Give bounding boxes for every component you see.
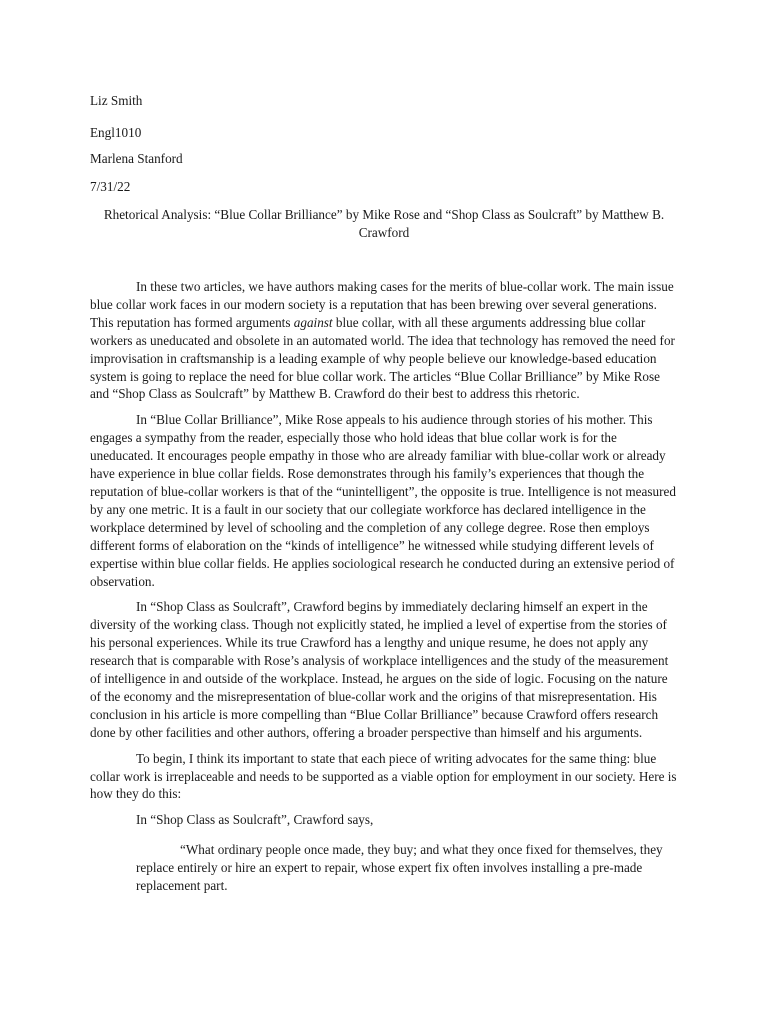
essay-body (90, 278, 678, 895)
paragraph-rose: In “Blue Collar Brilliance”, Mike Rose appeals to his audience through stories of his mother. This engages a sympathy from the reader, especially those who hold ideas that blue collar work is for the uneducated. It encourages people empathy in those who are already familiar with blue-collar work or already have experience in blue collar fields. Rose demonstrates through his family’s experiences that though the reputation of blue-collar workers is that of the “unintelligent”, the opposite is true. Intelligence is not measured by any one metric. It is a fault in our society that our collegiate workforce has declared intelligence in the workplace determined by level of schooling and the completion of any college degree. Rose then employs different forms of elaboration on the “kinds of intelligence” he witnessed while studying different levels of expertise within blue collar fields. He applies sociological research he conducted during an extensive period of observation. (90, 412, 676, 589)
essay-title: Rhetorical Analysis: “Blue Collar Brilliance” by Mike Rose and “Shop Class as Soulcraft” by Matthew B. Crawford (103, 207, 665, 240)
instructor-name: Marlena Stanford (90, 151, 183, 166)
intro-text-2: blue collar, with all these arguments addressing blue collar workers as uneducated and obsolete in an automated world. The idea that technology has removed the need for improvisation in craftsmanship is a leading example of why people believe our knowledge-based education system is going to replace the need for blue collar work. The articles “Blue Collar Brilliance” by Mike Rose and “Shop Class as Soulcraft” by Matthew B. Crawford do their best to address this rhetoric. (90, 314, 675, 402)
author-name: Liz Smith (90, 93, 143, 108)
course-code: Engl1010 (90, 125, 142, 140)
intro-text-1: In these two articles, we have authors making cases for the merits of blue-collar work. The main issue blue collar work faces in our modern society is a reputation that has been brewing over several generations. This reputation has formed arguments (90, 279, 674, 330)
paragraph-quote-intro: In “Shop Class as Soulcraft”, Crawford says, (136, 812, 374, 828)
paragraph-crawford: In “Shop Class as Soulcraft”, Crawford begins by immediately declaring himself an expert in the diversity of the working class. Though not explicitly stated, he implied a level of expertise from the stories of his personal experiences. While its true Crawford has a lengthy and unique resume, he does not apply any research that is comparable with Rose’s analysis of workplace intelligences and the study of the measurement of intelligence in and outside of the workplace. Instead, he argues on the side of logic. Focusing on the nature of the economy and the misrepresentation of blue-collar work and the origins of that misrepresentation. His conclusion in his article is more compelling than “Blue Collar Brilliance” because Crawford offers research done by other facilities and other authors, offering a broader perspective than himself and his arguments. (90, 599, 669, 740)
block-quote: “What ordinary people once made, they buy; and what they once fixed for themselves, they replace entirely or hire an expert to repair, whose expert fix often involves installing a pre-made replacement part. (136, 842, 663, 894)
paragraph-thesis: To begin, I think its important to state that each piece of writing advocates for the same thing: blue collar work is irreplaceable and needs to be supported as a viable option for employment in our society. Here is how they do this: (90, 750, 677, 802)
intro-emphasis: against (293, 314, 333, 330)
paragraph-intro (90, 278, 678, 403)
date-line: 7/31/22 (90, 179, 131, 194)
